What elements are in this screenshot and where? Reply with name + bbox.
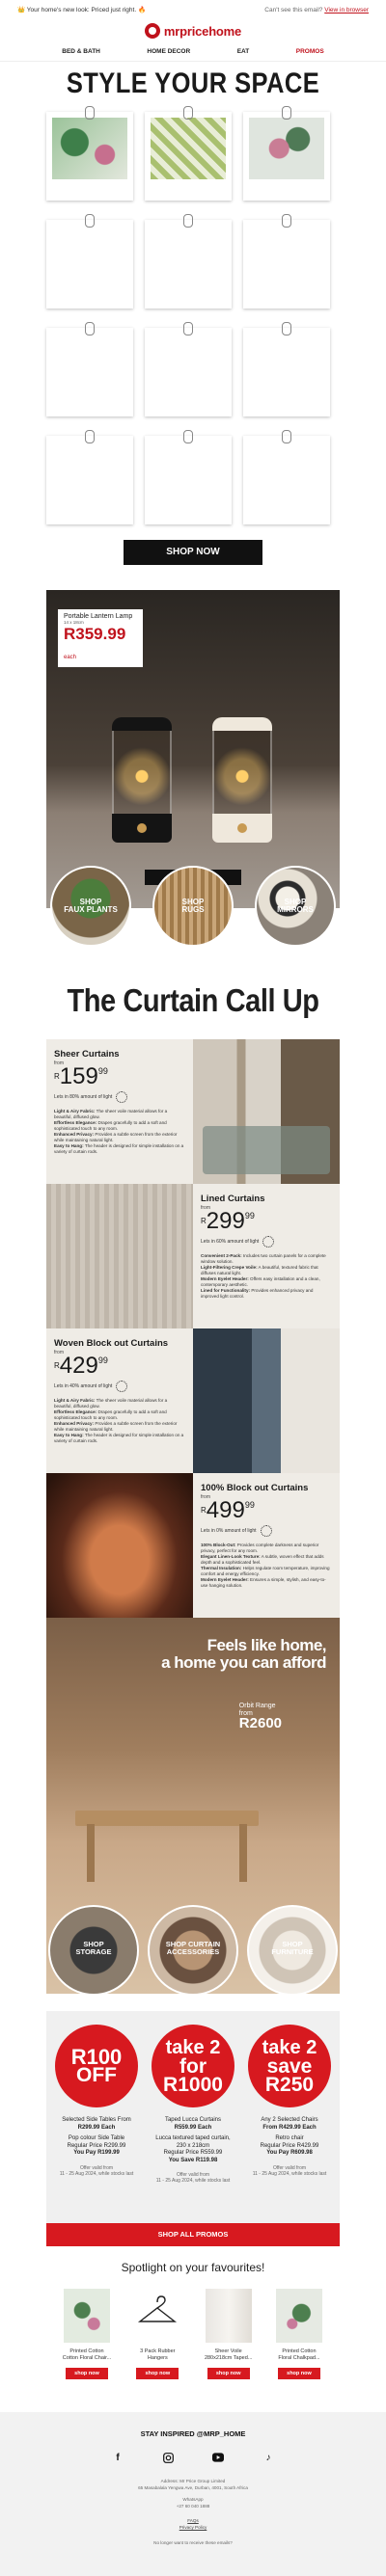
clip-icon: [282, 214, 291, 228]
circle-label: SHOP MIRRORS: [277, 898, 314, 914]
preheader-text: 👑 Your home's new look: Priced just right. 🔥: [17, 7, 147, 13]
spotlight-title: Spotlight on your favourites!: [121, 2261, 265, 2274]
lantern-product-name: Portable Lantern Lamp: [64, 613, 133, 620]
curtain-description: Convenient 2-Pack: Includes two curtain panels for a complete window solution. Light-Filtering Crepe Voile: A beautiful, textured fabric that diffuses natural light. Modern Eyelet Header: Offers easy installation and a clean, contemporary aesthetic. Lined for Functionality: Provides enhanced privacy and improved light control.: [201, 1253, 326, 1299]
view-in-browser-prefix: Can't see this email?: [264, 6, 323, 13]
circle-label: SHOP RUGS: [181, 898, 205, 914]
deal-badge: take 2 for R1000: [152, 2025, 234, 2107]
product-name: Printed Cotton Floral Chalkpad...: [278, 2348, 320, 2361]
curtain-description: Light & Airy Fabric: The sheer voile material allows for a beautiful, diffused glow. Effortless Elegance: Drapes gracefully to add a soft and sophisticated touch to any room. Enhanced Privacy: Provides a subtle screen from the exterior while maintaining natural light. Easy to Hang: The header is designed for simple installation on a variety of curtain rods.: [54, 1109, 184, 1154]
sun-icon: [261, 1525, 272, 1537]
circle-label: SHOP FURNITURE: [271, 1940, 314, 1956]
curtain-name: Woven Block out Curtains: [54, 1338, 169, 1349]
cushion-image: [52, 118, 127, 179]
lantern-size: 14 x 18cm: [64, 620, 84, 625]
curtain-description: Light & Airy Fabric: The sheer voile material allows for a beautiful, diffused glow. Effortless Elegance: Drapes gracefully to add a soft and sophisticated touch to any room. Enhanced Privacy: Provides a subtle screen from the exterior while maintaining natural light. Easy to Hang: The header is designed for simple installation on a variety of curtain rods.: [54, 1398, 184, 1443]
curtain-name: Sheer Curtains: [54, 1049, 120, 1060]
social-links: [0, 2452, 386, 2463]
product-name: Sheer Voile 280x218cm Taped...: [204, 2348, 253, 2361]
polaroid-card[interactable]: [243, 112, 330, 201]
curtain-from: from: [201, 1205, 210, 1211]
product-card[interactable]: [130, 2289, 184, 2412]
whatsapp-label: WhatsApp: [182, 2497, 204, 2502]
deal-title: Selected Side Tables From R299.99 Each: [62, 2117, 131, 2131]
clip-icon: [85, 106, 95, 120]
lantern-price-value: R359.99: [64, 625, 126, 643]
deal-badge: take 2 save R250: [248, 2025, 331, 2107]
curtain-from: from: [54, 1350, 64, 1355]
curtain-from: from: [201, 1494, 210, 1500]
category-circles: [46, 866, 340, 962]
deal-chairs[interactable]: [243, 2025, 336, 2223]
shop-now-button[interactable]: shop now: [136, 2368, 179, 2379]
clip-icon: [282, 430, 291, 443]
deal-curtains[interactable]: [147, 2025, 239, 2223]
shop-now-button[interactable]: SHOP NOW: [124, 540, 262, 565]
shop-furniture-circle[interactable]: [247, 1905, 338, 1996]
instagram-icon[interactable]: [162, 2452, 174, 2463]
privacy-policy-link[interactable]: Privacy Policy: [179, 2525, 207, 2530]
curtain-text: [193, 1184, 340, 1328]
product-card[interactable]: [272, 2289, 326, 2412]
orbit-range-price: Orbit Range from R2600: [238, 1703, 282, 1731]
view-in-browser-link[interactable]: View in browser: [324, 6, 369, 13]
view-in-browser: [264, 7, 369, 13]
curtain-section-title: The Curtain Call Up: [67, 982, 319, 1018]
spotlight-products: [46, 2289, 340, 2412]
footer-links: [0, 2517, 386, 2531]
company-address: Address: Mr Price Group Limited 65 Masabalala Yengwa Ave, Durban, 4001, South Africa WhatsApp +27 60 040 1888: [0, 2479, 386, 2509]
light-indicator: Lets in 60% amount of light: [201, 1236, 332, 1248]
table-leg: [239, 1824, 247, 1882]
deal-details: Lucca textured taped curtain, 230 x 218cm Regular Price R559.99 You Save R119.98: [155, 2135, 231, 2163]
product-image[interactable]: [206, 2289, 252, 2343]
curtain-text: [46, 1328, 193, 1473]
lantern-price-suffix: each: [64, 655, 77, 660]
deal-title: Taped Lucca Curtains R559.99 Each: [164, 2117, 222, 2131]
faqs-link[interactable]: FAQs: [187, 2518, 199, 2523]
polaroid-card: [243, 436, 330, 524]
preheader: [0, 0, 386, 19]
circle-label: SHOP STORAGE: [75, 1940, 112, 1956]
curtain-block-blockout[interactable]: [46, 1473, 340, 1618]
product-image[interactable]: [276, 2289, 322, 2343]
hero-title: STYLE YOUR SPACE: [66, 67, 320, 99]
curtain-name: Lined Curtains: [201, 1194, 265, 1204]
polaroid-grid: [0, 106, 386, 530]
nav-item-bed-bath[interactable]: BED & BATH: [62, 48, 100, 55]
home-category-circles: [46, 1905, 340, 2011]
lantern-banner[interactable]: [46, 590, 340, 908]
curtain-text: [193, 1473, 340, 1618]
polaroid-card: [243, 328, 330, 416]
youtube-icon[interactable]: [212, 2452, 224, 2463]
shop-all-promos-button[interactable]: SHOP ALL PROMOS: [46, 2223, 340, 2246]
deal-title: Any 2 Selected Chairs From R429.99 Each: [261, 2117, 318, 2131]
shop-faux-plants-circle[interactable]: [50, 866, 131, 947]
shop-storage-circle[interactable]: [48, 1905, 139, 1996]
logo-mark-icon: [145, 23, 160, 39]
clip-icon: [85, 214, 95, 228]
deal-validity: Offer valid from 11 - 25 Aug 2024, while stocks last: [59, 2164, 134, 2177]
polaroid-card: [46, 436, 133, 524]
main-nav: [0, 42, 386, 62]
polaroid-card: [145, 328, 232, 416]
sheer-curtain-photo: [193, 1039, 340, 1184]
clip-icon: [85, 430, 95, 443]
polaroid-card: [46, 220, 133, 309]
white-lantern-image: [212, 717, 272, 843]
nav-item-eat[interactable]: EAT: [236, 48, 250, 55]
shop-now-button[interactable]: shop now: [207, 2368, 250, 2379]
curtain-text: [46, 1039, 193, 1184]
lined-curtain-photo: [46, 1184, 193, 1328]
polaroid-card: [145, 436, 232, 524]
blockout-curtain-photo: [46, 1473, 193, 1618]
cushion-image: [249, 118, 324, 179]
product-image[interactable]: [134, 2289, 180, 2343]
curtain-price: $^R429^{99}$: [54, 1353, 108, 1379]
circle-label: SHOP CURTAIN ACCESSORIES: [165, 1940, 221, 1956]
curtain-from: from: [54, 1060, 64, 1066]
shop-curtain-accessories-circle[interactable]: [148, 1905, 238, 1996]
tiktok-icon[interactable]: ♪: [265, 2452, 271, 2463]
brand-name: mrpricehome: [163, 23, 242, 39]
unsubscribe-text[interactable]: No longer want to receive these emails?: [153, 2540, 233, 2545]
facebook-icon[interactable]: f: [116, 2452, 120, 2463]
polaroid-card[interactable]: [145, 112, 232, 201]
footer: [0, 2412, 386, 2576]
clip-icon: [85, 322, 95, 335]
clip-icon: [282, 322, 291, 335]
shop-now-button[interactable]: shop now: [278, 2368, 320, 2379]
clip-icon: [183, 430, 193, 443]
light-indicator: Lets in 40% amount of light: [54, 1381, 185, 1392]
nav-item-promos[interactable]: PROMOS: [295, 48, 324, 55]
product-card[interactable]: [60, 2289, 114, 2412]
stay-inspired-heading: STAY INSPIRED @MRP_HOME: [140, 2429, 246, 2438]
sun-icon: [116, 1381, 127, 1392]
deal-validity: Offer valid from 11 - 25 Aug 2024, while stocks last: [155, 2172, 231, 2184]
circle-label: SHOP FAUX PLANTS: [64, 898, 118, 914]
sun-icon: [262, 1236, 274, 1248]
black-lantern-image: [112, 717, 172, 843]
promo-deals: [46, 2011, 340, 2223]
clip-icon: [183, 322, 193, 335]
whatsapp-number: +27 60 040 1888: [176, 2503, 210, 2509]
deal-badge: R100 OFF: [55, 2025, 138, 2107]
product-card[interactable]: [202, 2289, 256, 2412]
curtain-block-woven[interactable]: [46, 1328, 340, 1473]
nav-item-home-decor[interactable]: HOME DECOR: [147, 48, 191, 55]
table-image: [75, 1811, 259, 1826]
product-name: Printed Cotton Cotton Floral Chair...: [62, 2348, 112, 2361]
clip-icon: [183, 106, 193, 120]
shop-rugs-circle[interactable]: [152, 866, 234, 947]
polaroid-card: [145, 220, 232, 309]
shop-mirrors-circle[interactable]: [255, 866, 336, 947]
brand-logo[interactable]: [0, 19, 386, 42]
light-indicator: Lets in 0% amount of light: [201, 1525, 332, 1537]
cushion-image: [151, 118, 226, 179]
polaroid-card[interactable]: [46, 112, 133, 201]
curtain-description: 100% Block-Out: Provides complete darkness and superior privacy, perfect for any room. Elegant Linen-Look Texture: A subtle, woven effect that adds depth and a sophisticated feel. Thermal Insulation: Helps regulate room temperature, improving comfort and energy efficiency. Modern Eyelet Header: Ensures a simple, stylish, and easy-to-use hanging solution.: [201, 1543, 330, 1588]
lantern-price: [64, 625, 137, 663]
lantern-price-box: [58, 609, 143, 667]
product-image[interactable]: [64, 2289, 110, 2343]
deal-details: Retro chair Regular Price R429.99 You Pay R609.98: [260, 2135, 319, 2156]
sun-icon: [116, 1091, 127, 1103]
deal-side-tables[interactable]: [50, 2025, 143, 2223]
light-indicator: Lets in 80% amount of light: [54, 1091, 185, 1103]
woven-curtain-photo: [193, 1328, 340, 1473]
feels-like-home-headline: Feels like home, a home you can afford: [161, 1636, 326, 1672]
clip-icon: [282, 106, 291, 120]
deal-details: Pop colour Side Table Regular Price R299.99 You Pay R199.99: [67, 2135, 126, 2156]
deal-validity: Offer valid from 11 - 25 Aug 2024, while stocks last: [252, 2164, 327, 2177]
table-leg: [87, 1824, 95, 1882]
curtain-block-sheer[interactable]: [46, 1039, 340, 1184]
polaroid-card: [243, 220, 330, 309]
polaroid-card: [46, 328, 133, 416]
hanger-icon: [134, 2289, 180, 2343]
curtain-block-lined[interactable]: [46, 1184, 340, 1328]
curtain-price: $^R299^{99}$: [201, 1208, 255, 1234]
clip-icon: [183, 214, 193, 228]
shop-now-button[interactable]: shop now: [66, 2368, 108, 2379]
curtain-price: $^R159^{99}$: [54, 1063, 108, 1089]
curtain-price: $^R499^{99}$: [201, 1497, 255, 1523]
curtain-name: 100% Block out Curtains: [201, 1483, 309, 1493]
product-name: 3 Pack Rubber Hangers: [140, 2348, 176, 2361]
